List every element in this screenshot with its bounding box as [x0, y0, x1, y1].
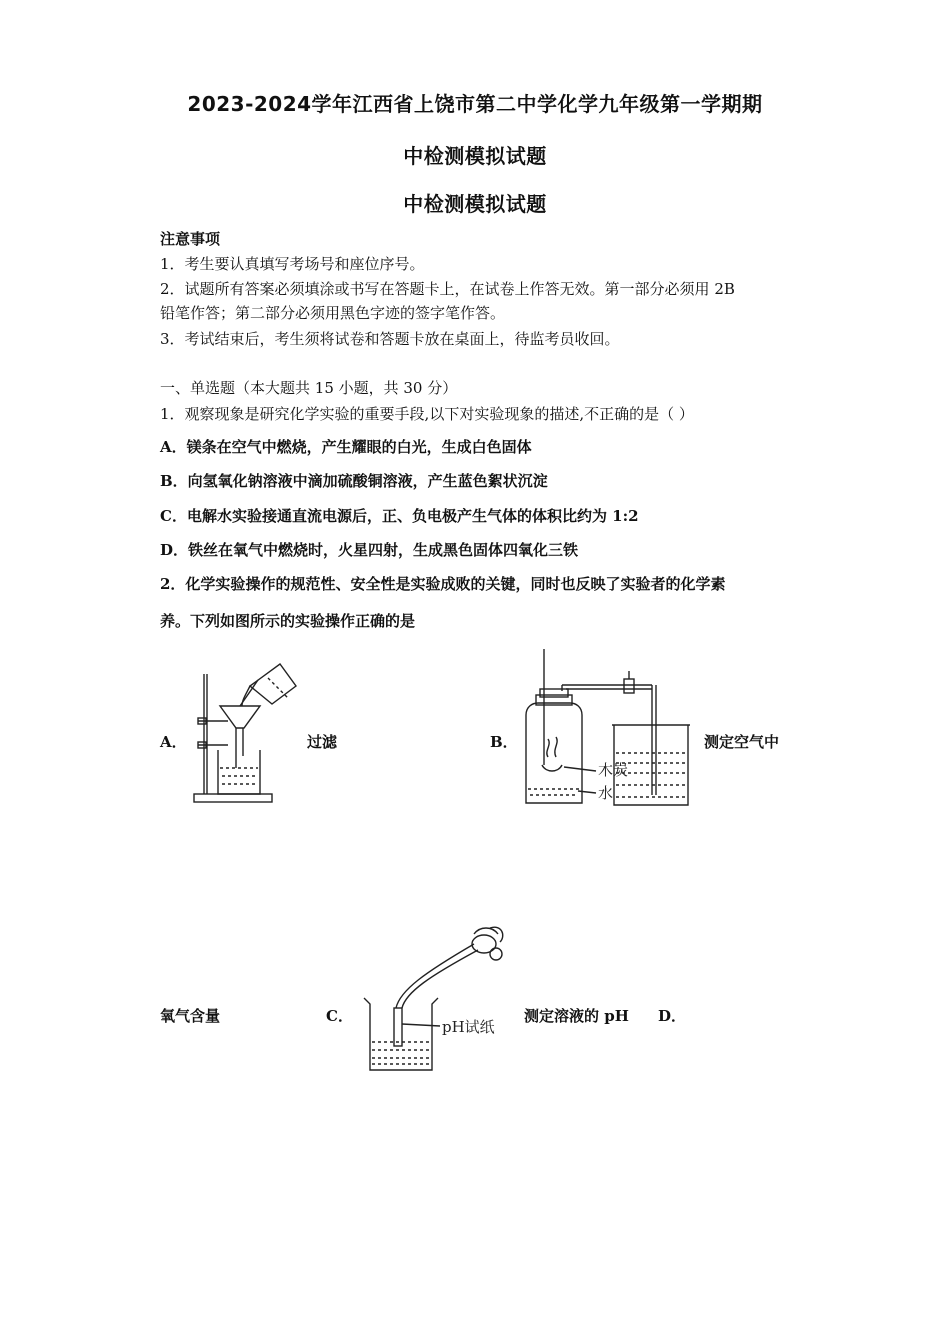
question-2-option-b-text: 测定空气中 — [704, 733, 780, 751]
question-2-option-a-letter: A． — [160, 733, 187, 751]
question-1-option-a: A．镁条在空气中燃烧，产生耀眼的白光，生成白色固体 — [160, 438, 532, 456]
exam-title-line1: 2023-2024学年江西省上饶市第二中学化学九年级第一学期期 — [187, 92, 763, 116]
water-label: 水 — [598, 784, 614, 802]
question-1-stem: 1．观察现象是研究化学实验的重要手段,以下对实验现象的描述,不正确的是（ ） — [160, 405, 694, 423]
notice-item: 3．考试结束后，考生须将试卷和答题卡放在桌面上，待监考员收回。 — [160, 330, 620, 348]
question-2-option-a-text: 过滤 — [307, 733, 338, 751]
notice-item: 铅笔作答；第二部分必须用黑色字迹的签字笔作答。 — [160, 304, 506, 322]
question-1-option-d: D．铁丝在氧气中燃烧时，火星四射，生成黑色固体四氧化三铁 — [160, 541, 579, 559]
question-2-option-c-letter: C． — [326, 1007, 353, 1025]
ph-paper-label: pH试纸 — [442, 1018, 495, 1036]
question-1-option-b: B．向氢氧化钠溶液中滴加硫酸铜溶液，产生蓝色絮状沉淀 — [160, 472, 548, 490]
question-2-option-b-text-continued: 氧气含量 — [160, 1007, 221, 1025]
notice-heading: 注意事项 — [160, 230, 221, 248]
question-2-option-b-letter: B． — [490, 733, 518, 751]
exam-title-line3: 中检测模拟试题 — [403, 192, 547, 216]
charcoal-label: 木炭 — [598, 761, 629, 779]
question-2-stem-line2: 养。下列如图所示的实验操作正确的是 — [160, 612, 416, 630]
question-2-option-d-letter: D． — [658, 1007, 687, 1025]
ph-test-figure — [356, 922, 516, 1077]
exam-title-line2: 中检测模拟试题 — [403, 144, 547, 168]
question-2-stem-line1: 2．化学实验操作的规范性、安全性是实验成败的关键，同时也反映了实验者的化学素 — [160, 575, 726, 593]
question-2-option-c-text: 测定溶液的 pH — [524, 1007, 629, 1025]
oxygen-content-apparatus-figure — [518, 645, 698, 810]
notice-item: 1．考生要认真填写考场号和座位序号。 — [160, 255, 425, 273]
filtration-apparatus-figure — [188, 660, 303, 818]
notice-item: 2．试题所有答案必须填涂或书写在答题卡上，在试卷上作答无效。第一部分必须用 2B — [160, 280, 735, 298]
section-heading: 一、单选题（本大题共 15 小题，共 30 分） — [160, 379, 458, 397]
question-1-option-c: C．电解水实验接通直流电源后，正、负电极产生气体的体积比约为 1:2 — [160, 507, 639, 525]
